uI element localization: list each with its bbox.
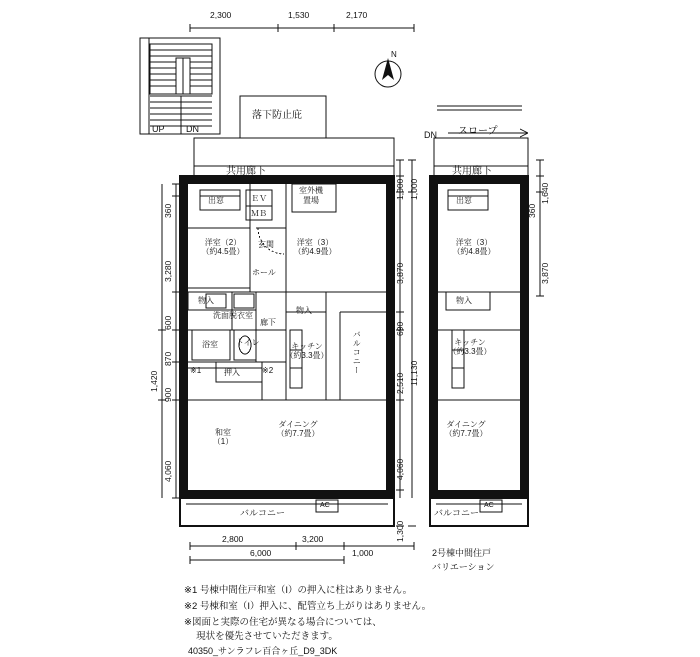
variation-caption-line1: 2号棟中間住戸 — [432, 548, 492, 558]
note-line-2: ※2 号棟和室（I）押入に、配管立ち上がりはありません。 — [184, 601, 432, 612]
dn-label-right: DN — [424, 130, 437, 140]
room-kitchen-right: キッチン （約3.3畳） — [448, 338, 492, 357]
label-balcony-right: バルコニー — [434, 508, 480, 518]
label-balcony-left: バルコニー — [240, 508, 286, 518]
note-line-4: 現状を優先させていただきます。 — [184, 631, 338, 642]
bottom-dim-3200: 3,200 — [302, 534, 324, 544]
right-dim-690: 690 — [395, 321, 405, 336]
bottom-dim-2800: 2,800 — [222, 534, 244, 544]
room-washitsu: 和室 （1） — [212, 428, 234, 447]
room-yoshitsu3-right: 洋室（3） （約4.8畳） — [452, 238, 496, 257]
dn-label: DN — [186, 124, 199, 134]
room-yoshitsu3-left: 洋室（3） （約4.9畳） — [293, 238, 337, 257]
right-dim-1640: 1,640 — [540, 182, 550, 204]
label-monoire-2: 物入 — [296, 306, 312, 315]
label-genkan: 玄関 — [258, 240, 274, 249]
label-ev: ＥＶ — [251, 194, 267, 203]
right-dim-3870: 3,870 — [395, 262, 405, 284]
note-line-1: ※1 号棟中間住戸和室（I）の押入に柱はありません。 — [184, 585, 413, 596]
right-dim-1000a: 1,000 — [395, 178, 405, 200]
right-dim-1300: 1,300 — [395, 520, 405, 542]
left-dim-900: 900 — [163, 387, 173, 402]
label-bath: 浴室 — [202, 340, 218, 349]
slope-label: スロープ — [458, 126, 498, 137]
label-rouka: 廊下 — [260, 318, 276, 327]
room-yoshitsu2: 洋室（2） （約4.5畳） — [201, 238, 245, 257]
label-washroom: 洗面脱衣室 — [213, 311, 253, 320]
label-ac-right: AC — [484, 502, 494, 509]
bottom-dim-1000: 1,000 — [352, 548, 374, 558]
label-outdoor-unit-place: 置場 — [303, 196, 319, 205]
label-note-mark-2: ※2 — [262, 366, 274, 375]
top-dim-2: 2,170 — [346, 10, 368, 20]
right-dim-11130: 11,130 — [409, 360, 419, 386]
compass-icon — [375, 58, 401, 87]
label-hall: ホール — [252, 268, 276, 277]
left-dim-870: 870 — [163, 351, 173, 366]
right-dim-3870b: 3,870 — [540, 262, 550, 284]
compass-label: N — [391, 50, 397, 59]
variation-caption-line2: バリエーション — [432, 562, 495, 572]
room-dining-right: ダイニング （約7.7畳） — [444, 420, 488, 439]
up-label: UP — [152, 124, 165, 134]
label-note-mark-1: ※1 — [190, 366, 202, 375]
room-kitchen-left: キッチン （約3.3畳） — [285, 342, 329, 361]
top-dim-0: 2,300 — [210, 10, 232, 20]
right-dim-4060: 4,060 — [395, 458, 405, 480]
right-dim-360: 360 — [527, 203, 537, 218]
label-toilet: トイレ — [236, 338, 260, 347]
right-dim-2510: 2,510 — [395, 372, 405, 394]
corridor-label-left: 共用廊下 — [226, 166, 266, 177]
label-mb: ＭＢ — [251, 209, 267, 218]
label-monoire-1: 物入 — [198, 296, 214, 305]
fall-prevention-canopy-label: 落下防止庇 — [252, 110, 302, 121]
label-bay-window-left: 出窓 — [208, 196, 224, 205]
label-monoire-right: 物入 — [456, 296, 472, 305]
label-outdoor-unit: 室外機 — [299, 186, 323, 195]
left-dim-1420: 1,420 — [149, 370, 159, 392]
top-dim-1: 1,530 — [288, 10, 310, 20]
bottom-dim-6000: 6,000 — [250, 548, 272, 558]
corridor-label-right: 共用廊下 — [452, 166, 492, 177]
figure-title-code: 40350_サンラフレ百合ヶ丘_D9_3DK — [188, 646, 338, 656]
right-dim-1000b: 1,000 — [409, 178, 419, 200]
left-dim-360: 360 — [163, 203, 173, 218]
left-dim-600: 600 — [163, 315, 173, 330]
label-bay-window-right: 出窓 — [456, 196, 472, 205]
left-dim-3280: 3,280 — [163, 260, 173, 282]
label-oshiire-left: 押入 — [224, 368, 240, 377]
label-ac-left: AC — [320, 502, 330, 509]
left-dim-4060: 4,060 — [163, 460, 173, 482]
room-dining-left: ダイニング （約7.7畳） — [276, 420, 320, 439]
label-balcony-side: バルコニー — [352, 330, 362, 375]
note-line-3: ※図面と実際の住宅が異なる場合については、 — [184, 617, 382, 628]
